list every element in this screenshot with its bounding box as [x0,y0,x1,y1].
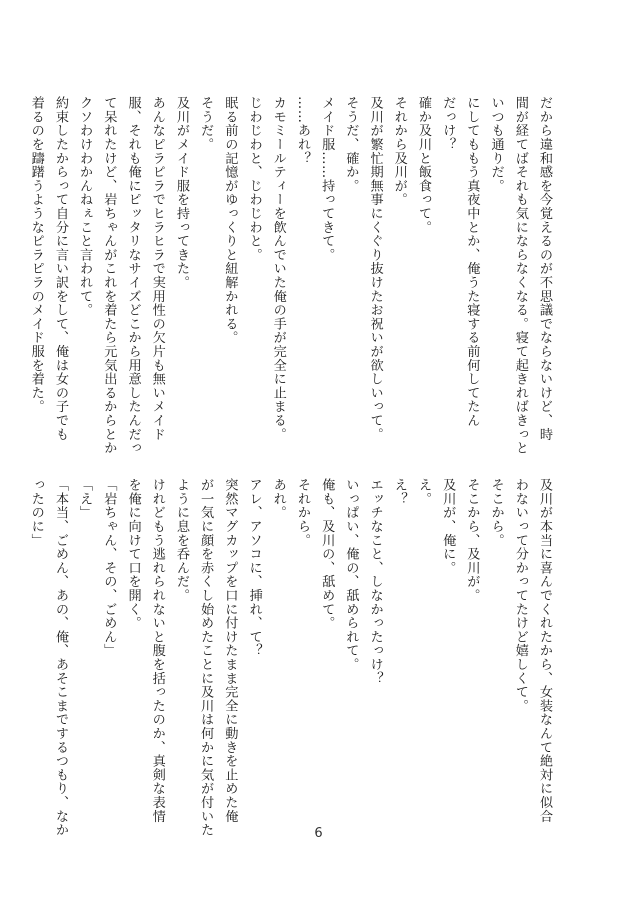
text-line: あれ。 [270,478,286,520]
text-line: 間が経てばそれも気にならなくなる。寝て起きればきっと [512,96,528,455]
text-line: それから。 [294,478,310,547]
text-line: そこから、及川が。 [464,478,480,603]
text-line: え？ [391,478,407,506]
text-line: じわじわと、じわじわと。 [246,96,262,262]
text-line: 眠る前の記憶がゆっくりと紐解かれる。 [222,96,238,345]
text-line: 及川が本当に喜んでくれたから、女装なんて絶対に似合 [537,478,552,823]
text-line: 着るのを躊躇うようなピラピラのメイド服を着た。 [28,96,44,414]
upper-text-block [28,96,556,455]
text-line: エッチなこと、しなかったっけ？ [367,478,383,685]
text-line: 及川がメイド服を持ってきた。 [173,96,189,290]
text-line: ったのに」 [28,478,44,547]
text-line: 及川が、俺に。 [440,478,456,575]
text-line: 約束したからって自分に言い訳をして、俺は女の子でも [52,96,68,441]
text-line: メイド服……持ってきて。 [319,96,335,262]
text-line: 俺も、及川の、舐めて。 [319,478,335,630]
text-line: アレ、アソコに、挿れ、て？ [246,478,262,658]
text-line: え。 [415,478,431,506]
text-line: にしてももう真夜中とか、俺うた寝する前何してたん [464,96,480,428]
text-line: だっけ？ [440,96,456,152]
text-line: いつも通りだ。 [488,96,504,193]
text-line: 及川が繁忙期無事にくぐり抜けたお祝いが欲しいって。 [367,96,383,441]
lower-text-block [28,478,556,837]
text-line: それから及川が。 [391,96,407,207]
text-line: 確か及川と飯食って。 [415,96,431,234]
text-line: クソわけわかんねぇこと言われて。 [77,96,93,317]
text-line: そうだ。 [198,96,214,152]
text-line: そこから。 [488,478,504,547]
text-line: ……あれ？ [294,96,310,165]
text-line: ように息を呑んだ。 [173,478,189,603]
text-line: けれどもう逃れられないと腹を括ったのか、真剣な表情 [149,478,165,823]
page-number: 6 [314,826,323,841]
text-line: わないって分かってたけど嬉しくて。 [512,478,528,713]
text-line: カモミールティーを飲んでいた俺の手が完全に止まる。 [270,96,286,441]
text-line: て呆れたけど、岩ちゃんがこれを着たら元気出るからとか [101,96,117,455]
text-line: 服、それも俺にピッタリなサイズどこから用意したんだっ [125,96,141,455]
text-line: あんなピラピラでヒラヒラで実用性の欠片も無いメイド [149,96,165,441]
text-line: 「本当、ごめん、あの、俺、あそこまでするつもり、なか [52,478,68,837]
text-line: 「岩ちゃん、その、ごめん」 [101,478,117,658]
text-line: 「え」 [77,478,93,520]
text-line: だから違和感を今覚えるのが不思議でならないけど、時 [537,96,552,441]
text-line: を俺に向けて口を開く。 [125,478,141,630]
text-line: が一気に顔を赤くし始めたことに及川は何かに気が付いた [198,478,214,837]
text-line: 突然マグカップを口に付けたまま完全に動きを止めた俺 [222,478,238,823]
text-line: そうだ、確か。 [343,96,359,193]
text-line: いっぱい、俺の、舐められて。 [343,478,359,672]
